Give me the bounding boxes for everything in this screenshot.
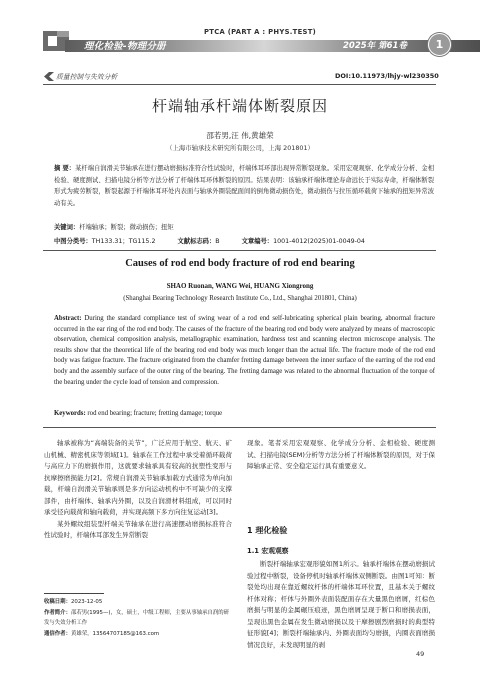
category-arrow-icon [44, 72, 54, 81]
body-right-column-bottom [247, 559, 435, 651]
body-paragraph: 断裂杆端轴承宏观形貌如图1所示。轴承杆端体在摆动磨损试验过程中断裂，设备停机时轴承杆端体双侧断裂。由图1可知：断裂处均出现在靠近螺纹杆体的杆端体耳环位置，且基本关于螺纹杆体对称；杆体与外圈外表面装配面存在大量黑色磨屑，红棕色磨损与明显的金属碾压痕迹，黑色磨屑呈现于断口和磨损表面，呈现出黑色金属在发生微动磨损以及干摩擦剧烈磨损时的典型特征形貌[4]；断裂杆端轴承内、外圈表面均匀磨损，内圈表面磨损情况良好，未发现明显的剥 [247, 560, 435, 649]
divider-bottom [43, 427, 436, 428]
journal-english-name: PTCA (PART A : PHYS.TEST) [204, 28, 317, 36]
issue-number-badge: 1 [428, 33, 451, 56]
classification-line [54, 236, 444, 245]
clc-value: TH133.31；TG115.2 [91, 238, 156, 245]
doc-code-label: 文献标志码： [177, 238, 216, 245]
body-left-column [44, 438, 232, 542]
footnote [44, 597, 234, 639]
keywords-chinese [54, 222, 434, 231]
section-heading: 1 理化检验 [247, 526, 288, 535]
keywords-chinese-label: 关键词： [54, 224, 80, 231]
doi: DOI:10.11973/lhjy-wl230350 [335, 72, 439, 80]
received-date: 2023-12-05 [70, 599, 103, 605]
received-label: 收稿日期： [44, 599, 71, 605]
article-category: 质量控制与失效分析 [56, 73, 118, 81]
abstract-english-text: During the standard compliance test of swing wear of a rod end self-lubricating spherical plain bearing, abnormal fracture occurred in the ear ring of the rod end body. The causes of the fracture of the bearing rod end body were analyzed by means of macroscopic observation, chemical composition analysis, metallographic examination, hardness test and scanning electron microscope analysis. The results show that the theoretical life of the bearing rod end body was much longer than the actual life. The fracture mode of the rod end body was fatigue fracture. The fracture originated from the chamfer fretting damage between the inner surface of the earring of the rod end body and the assembly surface of the outer ring of the bearing. The fretting damage was related to the abnormal fluctuation of the torque of the bearing under the cycle load of tension and compression. [54, 315, 435, 386]
body-right-column-top [247, 438, 435, 473]
article-number-value: 1001-4012(2025)01-0049-04 [273, 238, 365, 245]
contact-info: 黄雄荣，13564707185@163.com [70, 630, 160, 637]
body-paragraph: 现象。笔者采用宏观观察、化学成分分析、金相检验、硬度测试、扫描电镜(SEM)分析等方法分析了杆端体断裂的原因，对于保障轴承正常、安全稳定运行具有重要意义。 [247, 439, 435, 471]
article-number-label: 文章编号： [241, 238, 274, 245]
keywords-chinese-text: 杆端轴承；断裂；微动损伤；扭矩 [79, 224, 174, 231]
keywords-english-text: rod end bearing; fracture; fretting damage; torque [87, 410, 223, 417]
authors-chinese: 邵若男,汪 伟,黄雄荣 [206, 131, 274, 140]
clc-label: 中图分类号： [54, 238, 92, 245]
abstract-chinese-label: 摘 要： [54, 165, 76, 172]
author-bio: 邵若男(1995—)，女，硕士，中级工程师，主要从事轴承自润的研发与失效分析工作 [44, 609, 230, 626]
abstract-english-label: Abstract: [54, 315, 82, 322]
keywords-english-label: Keywords: [54, 410, 86, 417]
journal-name: 理化检验-物理分册 [84, 41, 166, 52]
affiliation-chinese: （上海市轴承技术研究所有限公司，上海 201801） [166, 144, 314, 152]
divider-top [43, 84, 436, 85]
divider-middle [43, 250, 436, 251]
running-header [0, 0, 480, 62]
abstract-english [54, 314, 435, 388]
volume-label: 2025年 第61卷 [343, 41, 407, 51]
page-number: 49 [416, 650, 425, 658]
title-chinese: 杆端轴承杆端体断裂原因 [151, 97, 328, 115]
footnote-rule [44, 593, 104, 594]
abstract-chinese-text: 某杆端自润滑关节轴承在进行摆动磨损标准符合性试验时，杆端体耳环部出现异常断裂现象。采用宏观观察、化学成分分析、金相检验、硬度测试、扫描电镜分析等方法分析了杆端体耳环体断裂的原因。结果表明：该轴承杆端体理论寿命远长于实际寿命，杆端体断裂形式为疲劳断裂，断裂起源于杆端体耳环处内表面与轴承外圈装配面间的倒角微动损伤处，微动损伤与拉压循环载荷下轴承的扭矩异常波动有关。 [54, 165, 435, 207]
title-english: Causes of rod end body fracture of rod end bearing [125, 258, 355, 269]
doc-code-value: B [215, 238, 220, 245]
subsection-heading: 1.1 宏观观察 [247, 547, 289, 555]
body-paragraph: 某外螺纹组装型杆端关节轴承在进行高速摆动磨损标准符合性试验时，杆端体耳部发生异常断裂 [44, 519, 232, 540]
contact-label: 通信作者： [44, 630, 71, 637]
body-paragraph: 轴承被称为“高端装备的关节”，广泛应用于航空、航天、矿山机械、精密机床等领域[1]。轴承在工作过程中承受着循环载荷与高应力下的磨损作用，这就要求轴承具有较高的抗塑性变形与抗摩擦磨损能力[2]。常规自润滑关节轴承加载方式通常为单向加载，杆端自润滑关节轴承则是多方向运动机构中不可缺少的支撑部件，由杆端体、轴承内外圈，以及自润滑材料组成，可以同时承受径向载荷和轴向载荷，并实现高频下多方向往复运动[3]。 [44, 439, 232, 517]
affiliation-english: (Shanghai Bearing Technology Research Institute Co., Ltd., Shanghai 201801, China) [123, 295, 357, 302]
authors-english: SHAO Ruonan, WANG Wei, HUANG Xiongrong [166, 282, 314, 290]
abstract-chinese [54, 163, 434, 209]
author-bio-label: 作者简介： [44, 609, 71, 616]
keywords-english [54, 410, 435, 417]
